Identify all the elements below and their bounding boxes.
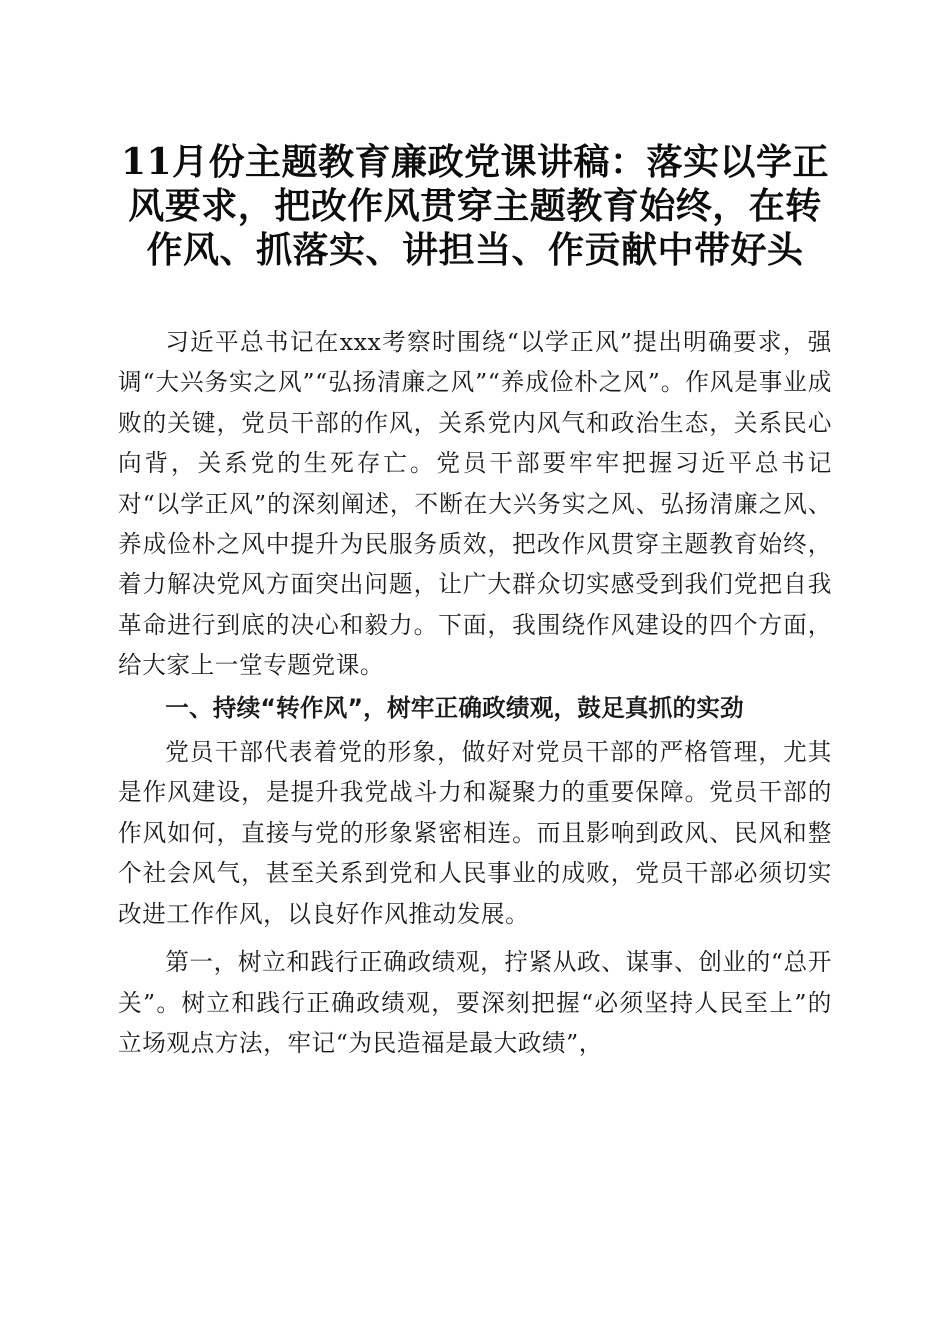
document-title: 11月份主题教育廉政党课讲稿：落实以学正风要求，把改作风贯穿主题教育始终，在转作风、抓落实、讲担当、作贡献中带好头 — [120, 141, 830, 271]
body-paragraph-point-1: 第一，树立和践行正确政绩观，拧紧从政、谋事、创业的“总开关”。树立和践行正确政绩观，要深刻把握“必须坚持人民至上”的立场观点方法，牢记“为民造福是最大政绩”， — [118, 948, 832, 1057]
body-paragraph-intro: 习近平总书记在xxx考察时围绕“以学正风”提出明确要求，强调“大兴务实之风”“弘扬清廉之风”“养成俭朴之风”。作风是事业成败的关键，党员干部的作风，关系党内风气和政治生态，关系民心向背，关系党的生死存亡。党员干部要牢牢把握习近平总书记对“以学正风”的深刻阐述，不断在大兴务实之风、弘扬清廉之风、养成俭朴之风中提升为民服务质效，把改作风贯穿主题教育始终，着力解决党风方面突出问题，让广大群众切实感受到我们党把自我革命进行到底的决心和毅力。下面，我围绕作风建设的四个方面，给大家上一堂专题党课。 — [118, 328, 832, 680]
document-body — [118, 322, 832, 1063]
section-heading-1: 一、持续“转作风”，树牢正确政绩观，鼓足真抓的实劲 — [165, 693, 744, 722]
body-paragraph-section-1: 党员干部代表着党的形象，做好对党员干部的严格管理，尤其是作风建设，是提升我党战斗力和凝聚力的重要保障。党员干部的作风如何，直接与党的形象紧密相连。而且影响到政风、民风和整个社会风气，甚至关系到党和人民事业的成败，党员干部必须切实改进工作作风，以良好作风推动发展。 — [118, 738, 832, 928]
